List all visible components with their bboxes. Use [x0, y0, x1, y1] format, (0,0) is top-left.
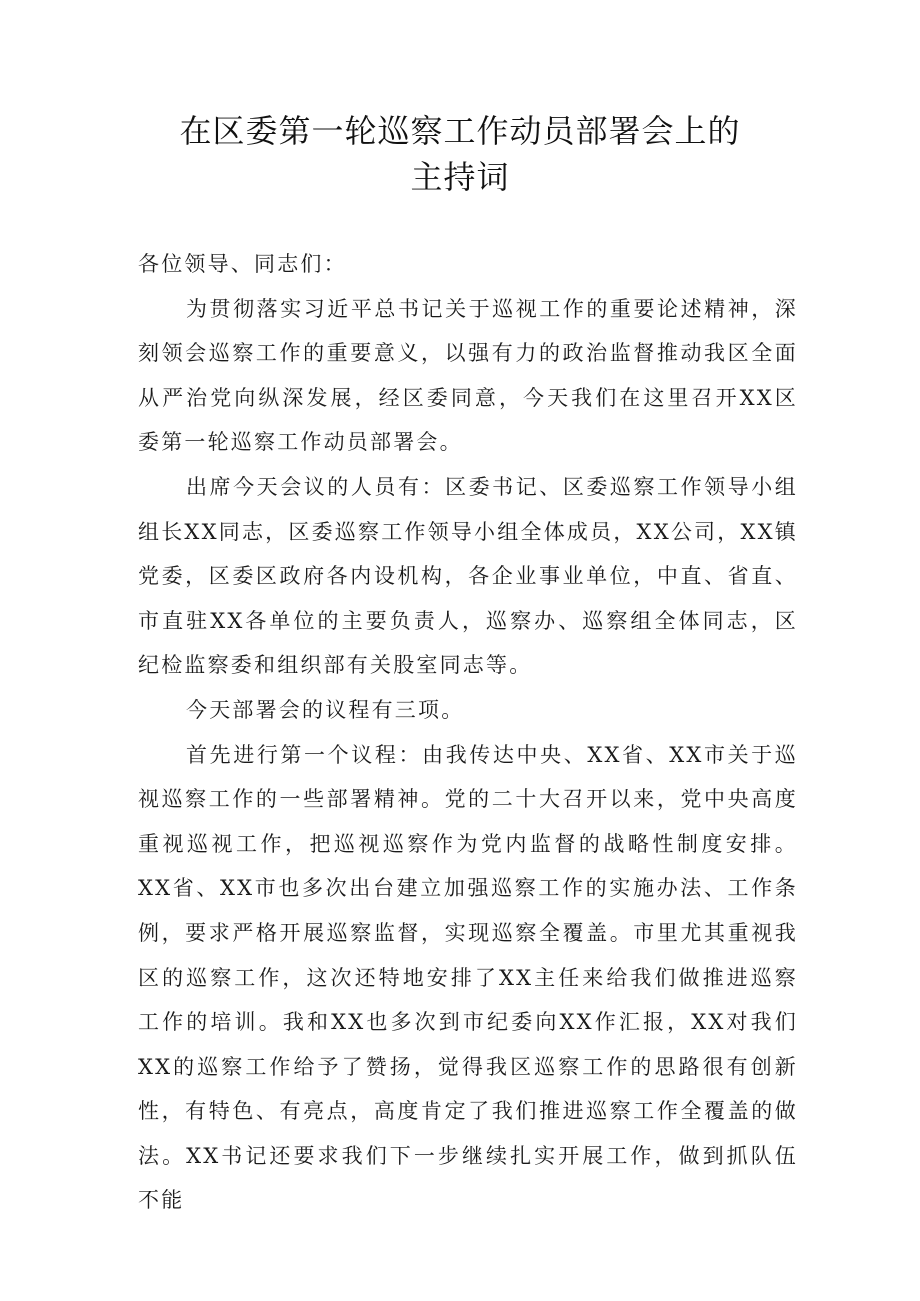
title-line-1: 在区委第一轮巡察工作动员部署会上的 [179, 112, 741, 150]
paragraph-purpose: 为贯彻落实习近平总书记关于巡视工作的重要论述精神，深刻领会巡察工作的重要意义，以强有力的政治监督推动我区全面从严治党向纵深发展，经区委同意，今天我们在这里召开XX区委第一轮巡察工作动员部署会。 [138, 296, 798, 455]
document-title [0, 108, 920, 200]
title-line-2: 主持词 [410, 158, 510, 196]
document-body [138, 242, 798, 1223]
salutation: 各位领导、同志们： [138, 252, 347, 276]
paragraph-first-item: 首先进行第一个议程：由我传达中央、XX省、XX市关于巡视巡察工作的一些部署精神。党的二十大召开以来，党中央高度重视巡视工作，把巡视巡察作为党内监督的战略性制度安排。XX省、XX市也多次出台建立加强巡察工作的实施办法、工作条例，要求严格开展巡察监督，实现巡察全覆盖。市里尤其重视我区的巡察工作，这次还特地安排了XX主任来给我们做推进巡察工作的培训。我和XX也多次到市纪委向XX作汇报，XX对我们XX的巡察工作给予了赞扬，觉得我区巡察工作的思路很有创新性，有特色、有亮点，高度肯定了我们推进巡察工作全覆盖的做法。XX书记还要求我们下一步继续扎实开展工作，做到抓队伍不能 [138, 742, 798, 1213]
paragraph-agenda: 今天部署会的议程有三项。 [186, 697, 465, 722]
paragraph-attendees: 出席今天会议的人员有：区委书记、区委巡察工作领导小组组长XX同志，区委巡察工作领导小组全体成员，XX公司，XX镇党委，区委区政府各内设机构，各企业事业单位，中直、省直、市直驻XX各单位的主要负责人，巡察办、巡察组全体同志，区纪检监察委和组织部有关股室同志等。 [138, 474, 798, 678]
